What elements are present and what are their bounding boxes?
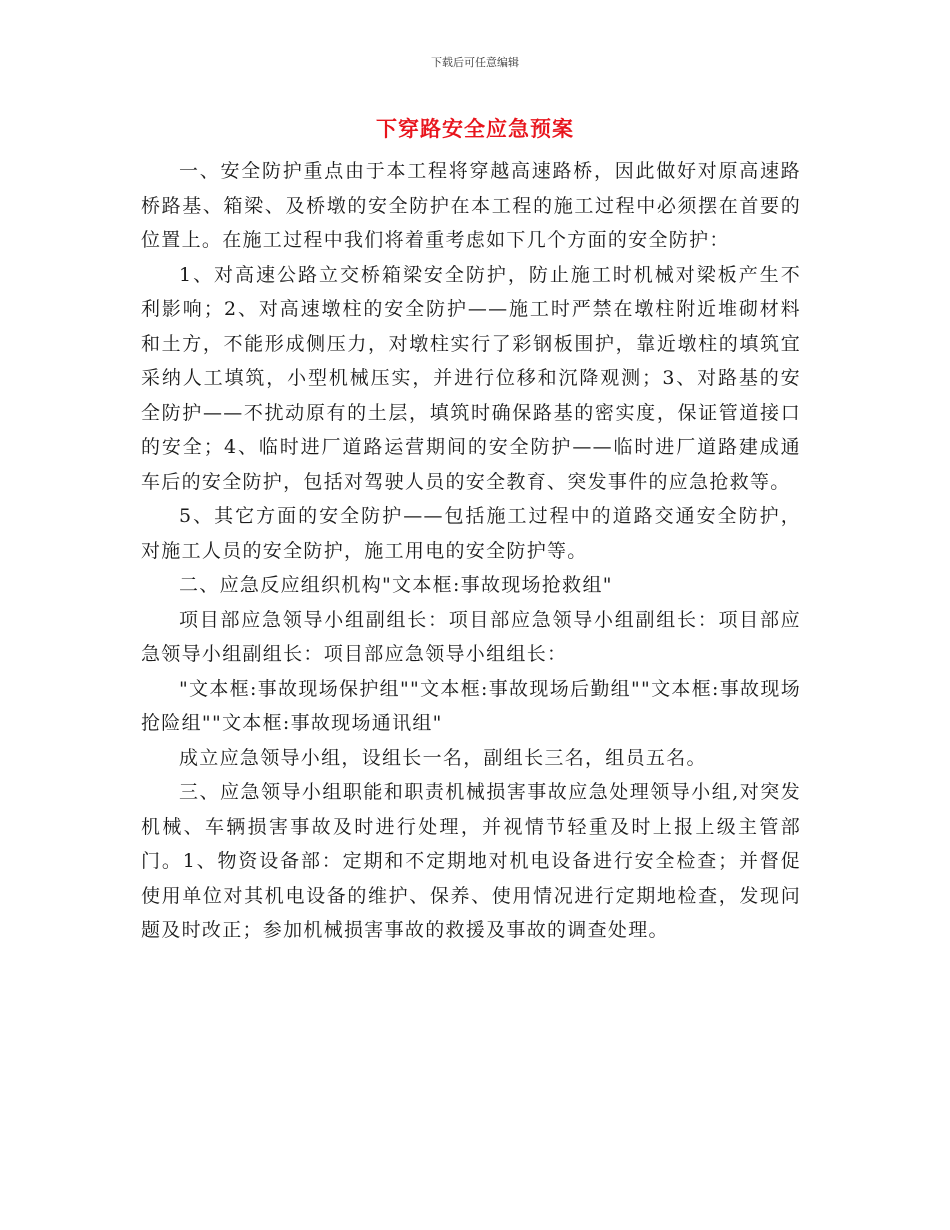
paragraph-emergency-organization: 二、应急反应组织机构"文本框:事故现场抢救组" — [179, 574, 613, 596]
header-note: 下载后可任意编辑 — [431, 56, 519, 69]
paragraph-leadership-group: 成立应急领导小组，设组长一名，副组长三名，组员五名。 — [179, 746, 707, 769]
paragraph-text-boxes: "文本框:事故现场保护组""文本框:事故现场后勤组""文本框:事故现场抢险组""文本框:事故现场通讯组" — [141, 677, 801, 734]
paragraph-safety-focus: 一、安全防护重点由于本工程将穿越高速路桥，因此做好对原高速路桥路基、箱梁、及桥墩的安全防护在本工程的施工过程中必须摆在首要的位置上。在施工过程中我们将着重考虑如下几个方面的安全防护： — [141, 160, 801, 251]
document-title: 下穿路安全应急预案 — [376, 117, 574, 141]
paragraph-protection-measures: 1、对高速公路立交桥箱梁安全防护，防止施工时机械对梁板产生不利影响；2、对高速墩柱的安全防护——施工时严禁在墩柱附近堆砌材料和土方，不能形成侧压力，对墩柱实行了彩钢板围护，靠近墩柱的填筑宜采纳人工填筑，小型机械压实，并进行位移和沉降观测；3、对路基的安全防护——不扰动原有的土层，填筑时确保路基的密实度，保证管道接口的安全；4、临时进厂道路运营期间的安全防护——临时进厂道路建成通车后的安全防护，包括对驾驶人员的安全教育、突发事件的应急抢救等。 — [141, 263, 801, 493]
document-body — [141, 154, 801, 948]
paragraph-other-protection: 5、其它方面的安全防护——包括施工过程中的道路交通安全防护，对施工人员的安全防护，施工用电的安全防护等。 — [141, 505, 801, 562]
paragraph-leadership-roles: 项目部应急领导小组副组长：项目部应急领导小组副组长：项目部应急领导小组副组长：项目部应急领导小组组长： — [141, 608, 801, 665]
paragraph-duties: 三、应急领导小组职能和职责机械损害事故应急处理领导小组,对突发机械、车辆损害事故及时进行处理，并视情节轻重及时上报上级主管部门。1、物资设备部：定期和不定期地对机电设备进行安全检查；并督促使用单位对其机电设备的维护、保养、使用情况进行定期地检查，发现问题及时改正；参加机械损害事故的救援及事故的调查处理。 — [141, 781, 801, 941]
